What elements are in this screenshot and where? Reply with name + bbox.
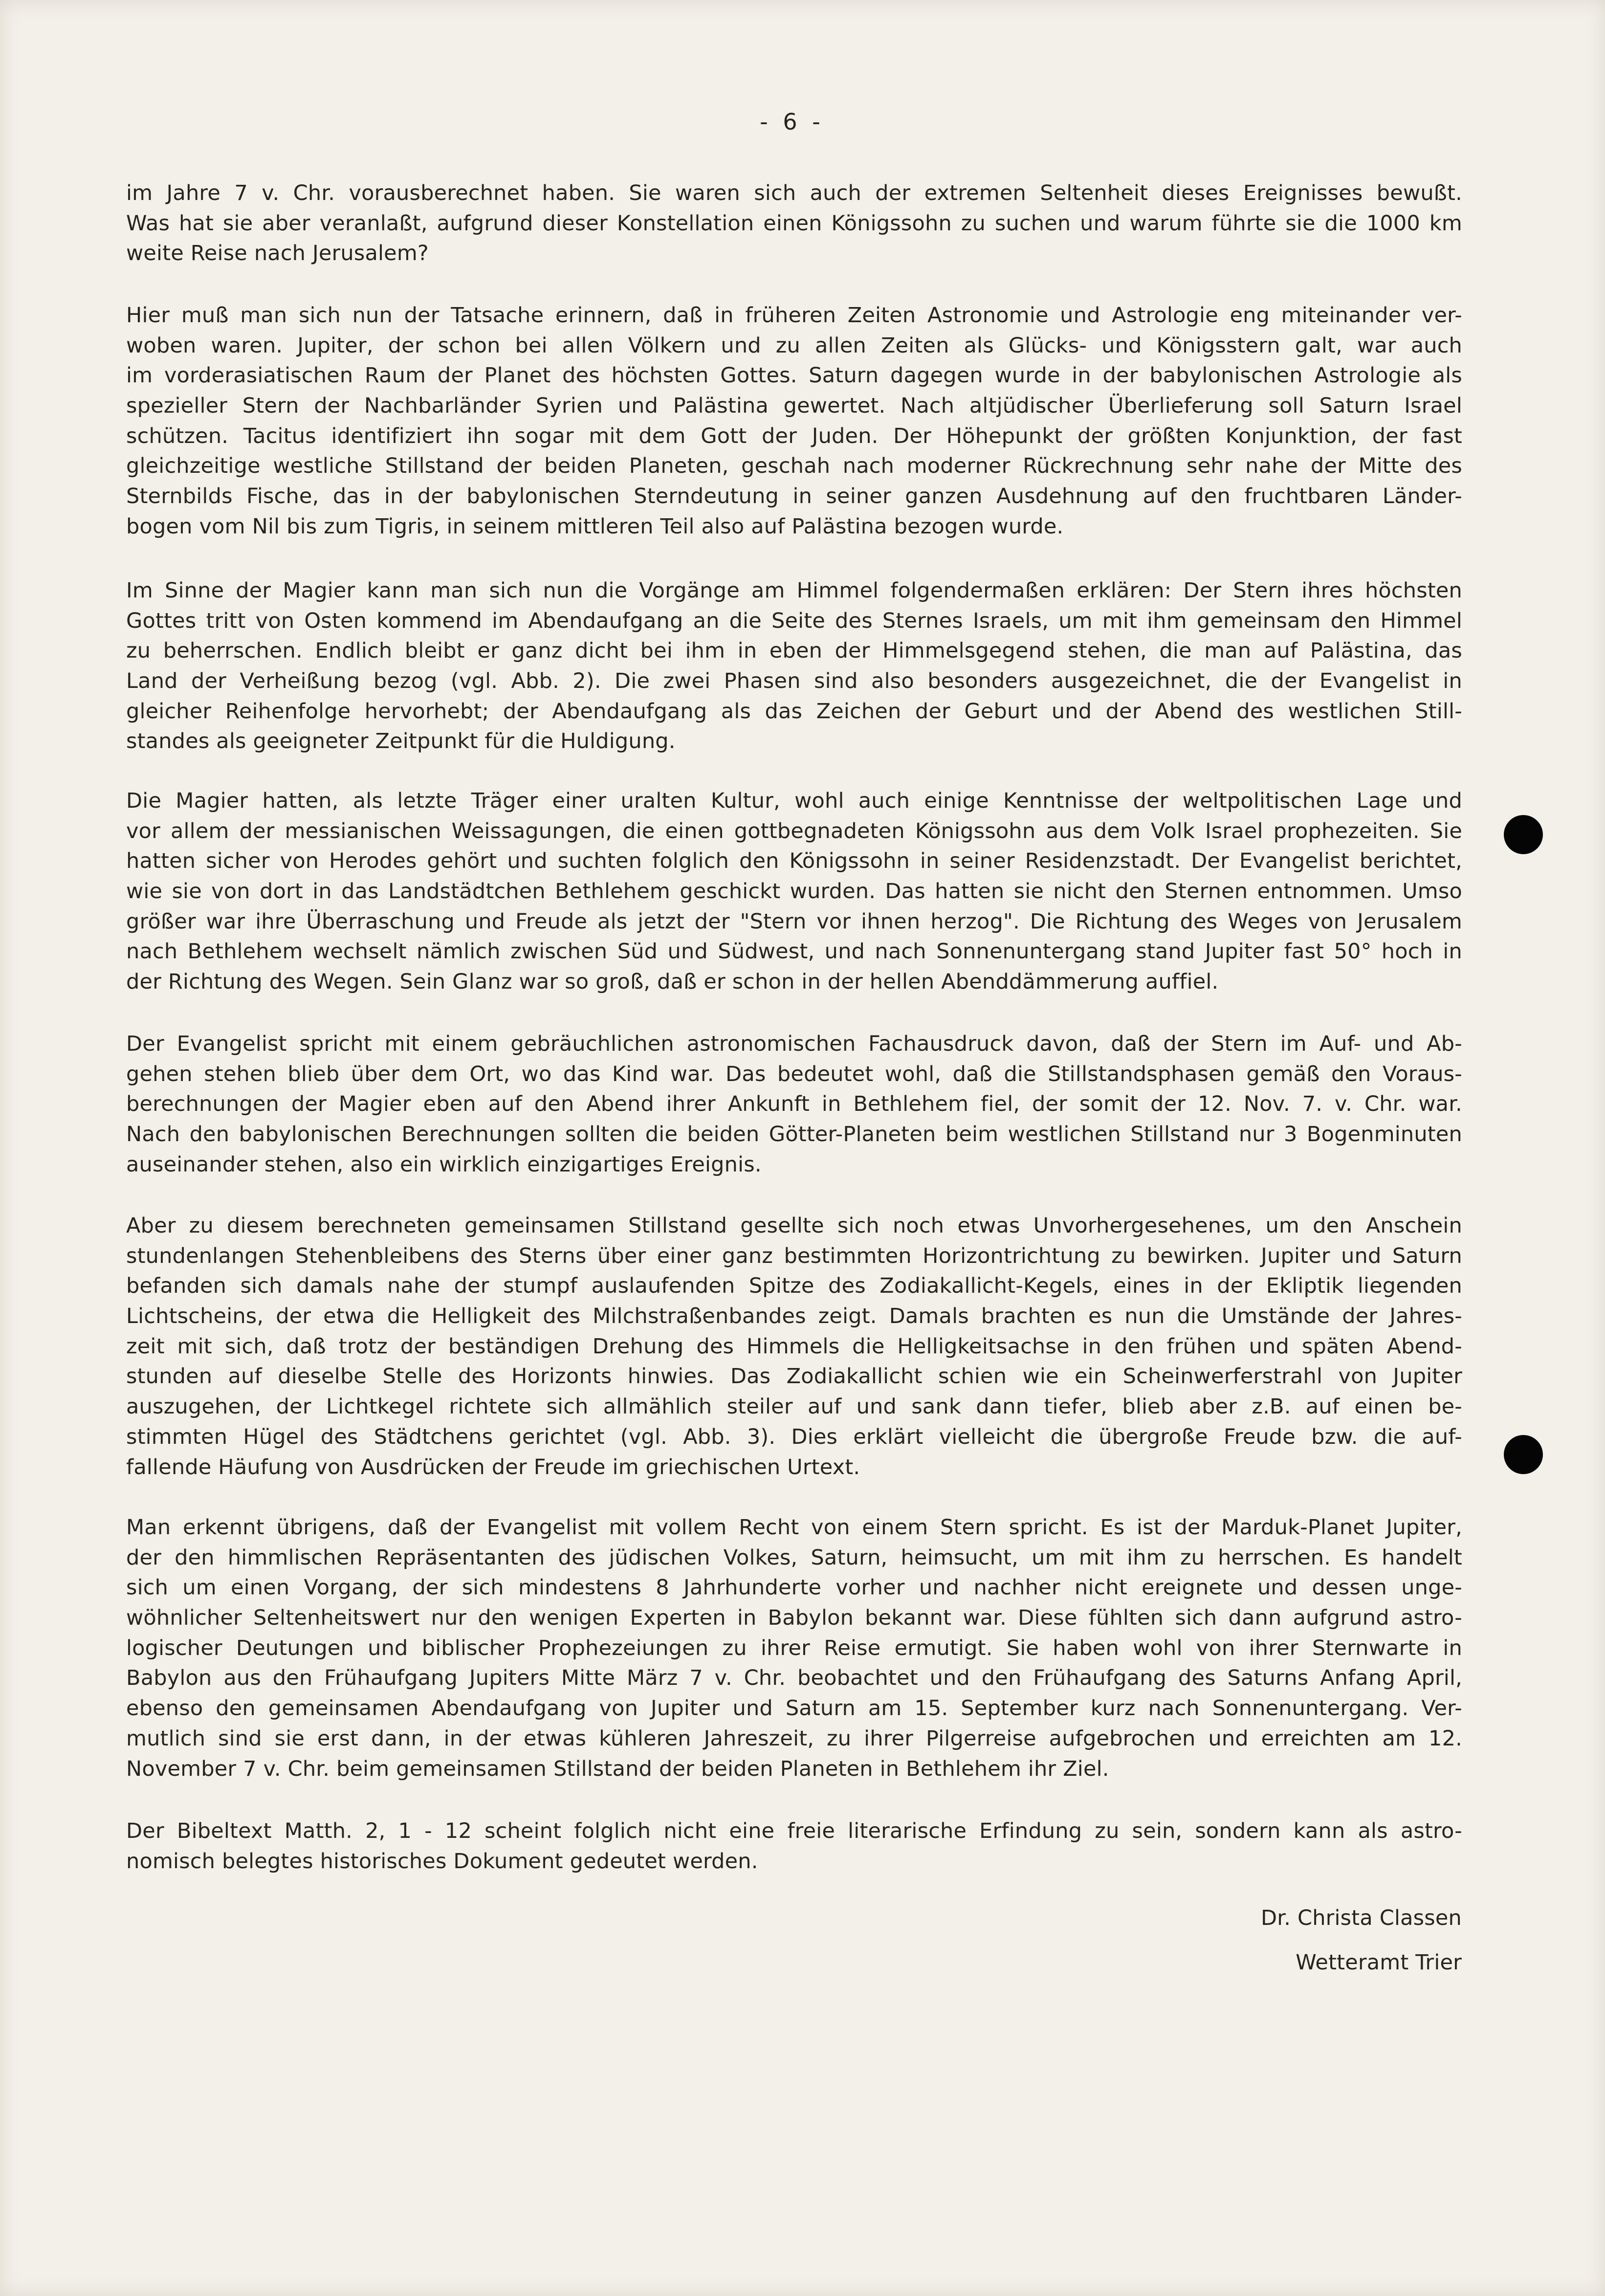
text-line: Im Sinne der Magier kann man sich nun die Vorgänge am Himmel folgendermaßen erklären: Der Stern ihres höchsten (126, 578, 1462, 603)
paragraph (126, 1211, 1462, 1482)
text-line: schützen. Tacitus identifiziert ihn sogar mit dem Gott der Juden. Der Höhepunkt der größten Konjunktion, der fast (126, 423, 1462, 448)
text-line: auszugehen, der Lichtkegel richtete sich allmählich steiler auf und sank dann tiefer, blieb aber z.B. auf einen be- (126, 1394, 1462, 1419)
text-line: gleicher Reihenfolge hervorhebt; der Abendaufgang als das Zeichen der Geburt und der Abend des westlichen Still- (126, 699, 1462, 724)
text-line: zeit mit sich, daß trotz der beständigen Drehung des Himmels die Helligkeitsachse in den frühen und späten Abend- (126, 1334, 1462, 1359)
text-line: logischer Deutungen und biblischer Prophezeiungen zu ihrer Reise ermutigt. Sie haben wohl von ihrer Sternwarte in (126, 1635, 1462, 1660)
page-number: - 6 - (760, 109, 824, 135)
text-line: der Richtung des Wegen. Sein Glanz war so groß, daß er schon in der hellen Abenddämmerung auffiel. (126, 970, 1219, 994)
text-line: nach Bethlehem wechselt nämlich zwischen Süd und Südwest, und nach Sonnenuntergang stand Jupiter fast 50° hoch in (126, 939, 1462, 964)
text-line: gleichzeitige westliche Stillstand der beiden Planeten, geschah nach moderner Rückrechnung sehr nahe der Mitte des (126, 454, 1462, 479)
text-line: stunden auf dieselbe Stelle des Horizonts hinwies. Das Zodiakallicht schien wie ein Scheinwerferstrahl von Jupiter (126, 1364, 1462, 1389)
author-name: Dr. Christa Classen (1261, 1906, 1462, 1930)
text-line: Land der Verheißung bezog (vgl. Abb. 2). Die zwei Phasen sind also besonders ausgezeichnet, die der Evangelist in (126, 669, 1462, 694)
text-line: sich um einen Vorgang, der sich mindestens 8 Jahrhunderte vorher und nachher nicht ereignete und dessen unge- (126, 1575, 1462, 1600)
text-line: Hier muß man sich nun der Tatsache erinnern, daß in früheren Zeiten Astronomie und Astrologie eng miteinander ver- (126, 303, 1462, 328)
text-line: wie sie von dort in das Landstädtchen Bethlehem geschickt wurden. Das hatten sie nicht den Sternen entnommen. Umso (126, 879, 1462, 904)
text-line: woben waren. Jupiter, der schon bei allen Völkern und zu allen Zeiten als Glücks- und Königsstern galt, war auch (126, 333, 1462, 358)
text-line: gehen stehen blieb über dem Ort, wo das Kind war. Das bedeutet wohl, daß die Stillstandsphasen gemäß den Voraus- (126, 1061, 1462, 1086)
text-line: bogen vom Nil bis zum Tigris, in seinem mittleren Teil also auf Palästina bezogen wurde. (126, 514, 1064, 539)
text-line: mutlich sind sie erst dann, in der etwas kühleren Jahreszeit, zu ihrer Pilgerreise aufgebrochen und erreichten am 12. (126, 1726, 1462, 1751)
text-line: Sternbilds Fische, das in der babylonischen Sterndeutung in seiner ganzen Ausdehnung auf den fruchtbaren Länder- (126, 484, 1462, 509)
text-line: Lichtscheins, der etwa die Helligkeit des Milchstraßenbandes zeigt. Damals brachten es nun die Umstände der Jahres- (126, 1304, 1462, 1329)
text-line: Nach den babylonischen Berechnungen sollten die beiden Götter-Planeten beim westlichen Stillstand nur 3 Bogenminuten (126, 1122, 1462, 1147)
text-line: Der Evangelist spricht mit einem gebräuchlichen astronomischen Fachausdruck davon, daß der Stern im Auf- und Ab- (126, 1032, 1462, 1056)
text-line: Der Bibeltext Matth. 2, 1 - 12 scheint folglich nicht eine freie literarische Erfindung zu sein, sondern kann als astro- (126, 1819, 1462, 1843)
paragraph (126, 576, 1462, 757)
text-line: berechnungen der Magier eben auf den Abend ihrer Ankunft in Bethlehem fiel, der somit der 12. Nov. 7. v. Chr. war. (126, 1092, 1462, 1117)
author-affiliation: Wetteramt Trier (1296, 1950, 1462, 1975)
text-line: standes als geeigneter Zeitpunkt für die Huldigung. (126, 729, 676, 754)
text-line: auseinander stehen, also ein wirklich einzigartiges Ereignis. (126, 1152, 762, 1177)
text-line: stundenlangen Stehenbleibens des Sterns über einer ganz bestimmten Horizontrichtung zu bewirken. Jupiter und Saturn (126, 1243, 1462, 1268)
paragraph (126, 301, 1462, 542)
text-line: Was hat sie aber veranlaßt, aufgrund dieser Konstellation einen Königssohn zu suchen und warum führte sie die 1000 km (126, 211, 1462, 236)
text-line: größer war ihre Überraschung und Freude als jetzt der "Stern vor ihnen herzog". Die Richtung des Weges von Jerusalem (126, 909, 1462, 934)
text-line: hatten sicher von Herodes gehört und suchten folglich den Königssohn in seiner Residenzstadt. Der Evangelist berichtet, (126, 849, 1462, 874)
paragraph (126, 1816, 1462, 1877)
text-line: wöhnlicher Seltenheitswert nur den wenigen Experten in Babylon bekannt war. Diese fühlten sich dann aufgrund astro- (126, 1606, 1462, 1631)
punch-hole-upper (1504, 815, 1543, 854)
text-line: vor allem der messianischen Weissagungen, die einen gottbegnadeten Königssohn aus dem Volk Israel prophezeiten. Sie (126, 818, 1462, 843)
text-line: Babylon aus den Frühaufgang Jupiters Mitte März 7 v. Chr. beobachtet und den Frühaufgang des Saturns Anfang April, (126, 1666, 1462, 1691)
text-line: befanden sich damals nahe der stumpf auslaufenden Spitze des Zodiakallicht-Kegels, eines in der Ekliptik liegenden (126, 1274, 1462, 1299)
text-line: Gottes tritt von Osten kommend im Abendaufgang an die Seite des Sternes Israels, um mit ihm gemeinsam den Himmel (126, 608, 1462, 633)
text-line: nomisch belegtes historisches Dokument gedeutet werden. (126, 1849, 758, 1874)
text-line: Man erkennt übrigens, daß der Evangelist mit vollem Recht von einem Stern spricht. Es ist der Marduk-Planet Jupiter, (126, 1515, 1462, 1540)
text-line: fallende Häufung von Ausdrücken der Freude im griechischen Urtext. (126, 1455, 860, 1479)
text-line: ebenso den gemeinsamen Abendaufgang von Jupiter und Saturn am 15. September kurz nach Sonnenuntergang. Ver- (126, 1696, 1462, 1721)
text-line: stimmten Hügel des Städtchens gerichtet (vgl. Abb. 3). Dies erklärt vielleicht die übergroße Freude bzw. die auf- (126, 1424, 1462, 1449)
text-line: weite Reise nach Jerusalem? (126, 241, 429, 266)
paragraph (126, 1029, 1462, 1180)
text-line: im Jahre 7 v. Chr. vorausberechnet haben. Sie waren sich auch der extremen Seltenheit dieses Ereignisses bewußt. (126, 181, 1462, 205)
paragraph (126, 786, 1462, 997)
punch-hole-lower (1504, 1435, 1543, 1474)
paragraph (126, 1513, 1462, 1784)
paragraph (126, 178, 1462, 269)
text-line: im vorderasiatischen Raum der Planet des höchsten Gottes. Saturn dagegen wurde in der babylonischen Astrologie als (126, 363, 1462, 388)
text-line: zu beherrschen. Endlich bleibt er ganz dicht bei ihm in eben der Himmelsgegend stehen, die man auf Palästina, das (126, 639, 1462, 663)
text-line: der den himmlischen Repräsentanten des jüdischen Volkes, Saturn, heimsucht, um mit ihm zu herrschen. Es handelt (126, 1545, 1462, 1570)
text-line: November 7 v. Chr. beim gemeinsamen Stillstand der beiden Planeten in Bethlehem ihr Ziel. (126, 1756, 1109, 1781)
text-line: Die Magier hatten, als letzte Träger einer uralten Kultur, wohl auch einige Kenntnisse der weltpolitischen Lage und (126, 789, 1462, 813)
text-line: Aber zu diesem berechneten gemeinsamen Stillstand gesellte sich noch etwas Unvorhergesehenes, um den Anschein (126, 1214, 1462, 1238)
text-line: spezieller Stern der Nachbarländer Syrien und Palästina gewertet. Nach altjüdischer Überlieferung soll Saturn Israel (126, 394, 1462, 419)
